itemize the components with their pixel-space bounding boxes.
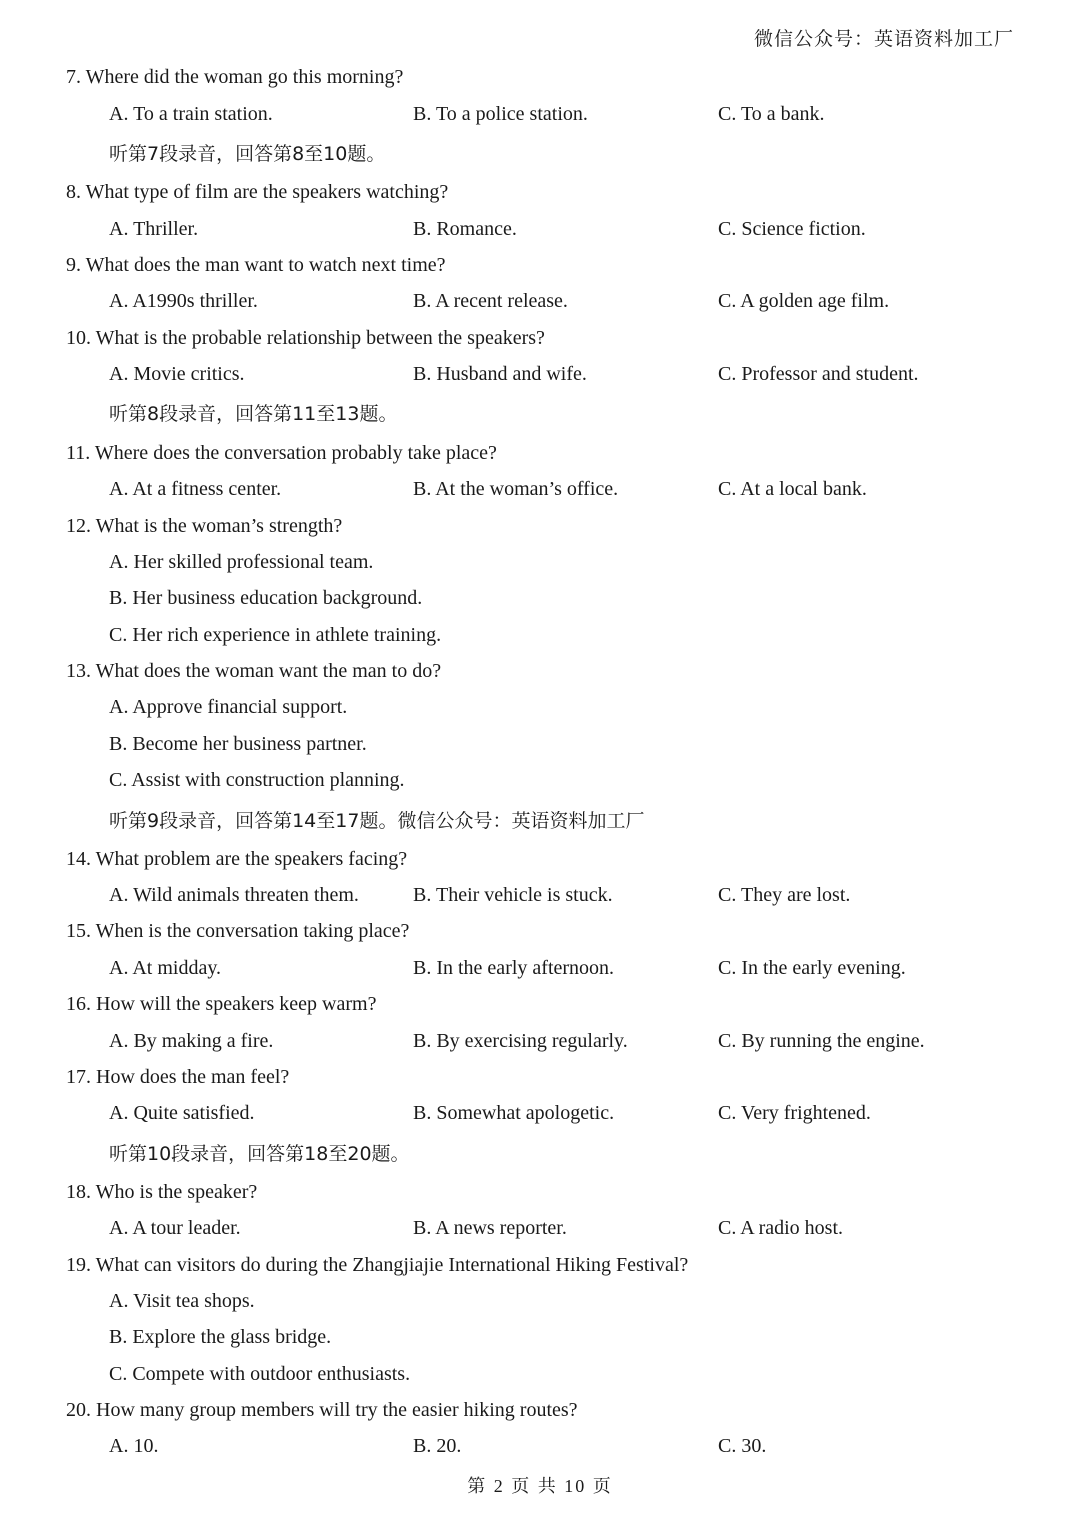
- question-7-option-b: B. To a police station.: [413, 103, 588, 125]
- question-14-option-a: A. Wild animals threaten them.: [109, 884, 359, 906]
- section-9-instruction: 听第9段录音，回答第14至17题。微信公众号：英语资料加工厂: [109, 810, 645, 832]
- question-17-option-a: A. Quite satisfied.: [109, 1102, 255, 1124]
- question-19-option-c: C. Compete with outdoor enthusiasts.: [109, 1363, 411, 1385]
- question-7-option-c: C. To a bank.: [718, 103, 825, 125]
- question-10-option-c: C. Professor and student.: [718, 363, 919, 385]
- question-17-option-b: B. Somewhat apologetic.: [413, 1102, 615, 1124]
- question-17-stem: 17. How does the man feel?: [66, 1066, 290, 1088]
- question-15-stem: 15. When is the conversation taking place?: [66, 920, 410, 942]
- question-9-stem: 9. What does the man want to watch next time?: [66, 254, 446, 276]
- question-12-stem: 12. What is the woman’s strength?: [66, 515, 343, 537]
- question-20-option-c: C. 30.: [718, 1435, 767, 1457]
- question-13-stem: 13. What does the woman want the man to do?: [66, 660, 442, 682]
- question-18-stem: 18. Who is the speaker?: [66, 1181, 258, 1203]
- question-16-option-c: C. By running the engine.: [718, 1030, 925, 1052]
- question-9-option-a: A. A1990s thriller.: [109, 290, 258, 312]
- question-11-stem: 11. Where does the conversation probably take place?: [66, 442, 497, 464]
- question-14-option-c: C. They are lost.: [718, 884, 851, 906]
- question-20-option-b: B. 20.: [413, 1435, 462, 1457]
- question-16-stem: 16. How will the speakers keep warm?: [66, 993, 377, 1015]
- question-7-stem: 7. Where did the woman go this morning?: [66, 66, 404, 88]
- question-13-option-a: A. Approve financial support.: [109, 696, 348, 718]
- question-14-option-b: B. Their vehicle is stuck.: [413, 884, 613, 906]
- question-8-option-c: C. Science fiction.: [718, 218, 866, 240]
- question-18-option-c: C. A radio host.: [718, 1217, 844, 1239]
- question-11-option-c: C. At a local bank.: [718, 478, 867, 500]
- question-12-option-c: C. Her rich experience in athlete training.: [109, 624, 442, 646]
- section-7-instruction: 听第7段录音，回答第8至10题。: [109, 143, 386, 165]
- question-18-option-b: B. A news reporter.: [413, 1217, 567, 1239]
- question-11-option-a: A. At a fitness center.: [109, 478, 282, 500]
- question-19-stem: 19. What can visitors do during the Zhangjiajie International Hiking Festival?: [66, 1254, 689, 1276]
- question-10-option-b: B. Husband and wife.: [413, 363, 587, 385]
- page-number-footer: 第 2 页 共 10 页: [467, 1476, 613, 1496]
- question-10-stem: 10. What is the probable relationship between the speakers?: [66, 327, 545, 349]
- question-10-option-a: A. Movie critics.: [109, 363, 245, 385]
- question-15-option-b: B. In the early afternoon.: [413, 957, 615, 979]
- question-20-stem: 20. How many group members will try the easier hiking routes?: [66, 1399, 578, 1421]
- question-16-option-b: B. By exercising regularly.: [413, 1030, 628, 1052]
- section-8-instruction: 听第8段录音，回答第11至13题。: [109, 403, 398, 425]
- question-20-option-a: A. 10.: [109, 1435, 159, 1457]
- question-8-stem: 8. What type of film are the speakers watching?: [66, 181, 449, 203]
- question-14-stem: 14. What problem are the speakers facing?: [66, 848, 408, 870]
- question-11-option-b: B. At the woman’s office.: [413, 478, 619, 500]
- question-7-option-a: A. To a train station.: [109, 103, 273, 125]
- question-8-option-a: A. Thriller.: [109, 218, 199, 240]
- question-16-option-a: A. By making a fire.: [109, 1030, 274, 1052]
- question-12-option-a: A. Her skilled professional team.: [109, 551, 374, 573]
- question-19-option-b: B. Explore the glass bridge.: [109, 1326, 332, 1348]
- question-17-option-c: C. Very frightened.: [718, 1102, 871, 1124]
- question-13-option-b: B. Become her business partner.: [109, 733, 367, 755]
- question-12-option-b: B. Her business education background.: [109, 587, 423, 609]
- question-13-option-c: C. Assist with construction planning.: [109, 769, 405, 791]
- question-15-option-c: C. In the early evening.: [718, 957, 906, 979]
- question-9-option-b: B. A recent release.: [413, 290, 568, 312]
- section-10-instruction: 听第10段录音，回答第18至20题。: [109, 1143, 410, 1165]
- question-19-option-a: A. Visit tea shops.: [109, 1290, 255, 1312]
- question-8-option-b: B. Romance.: [413, 218, 517, 240]
- question-15-option-a: A. At midday.: [109, 957, 222, 979]
- page-header-watermark: 微信公众号：英语资料加工厂: [753, 29, 1014, 50]
- question-18-option-a: A. A tour leader.: [109, 1217, 241, 1239]
- question-9-option-c: C. A golden age film.: [718, 290, 890, 312]
